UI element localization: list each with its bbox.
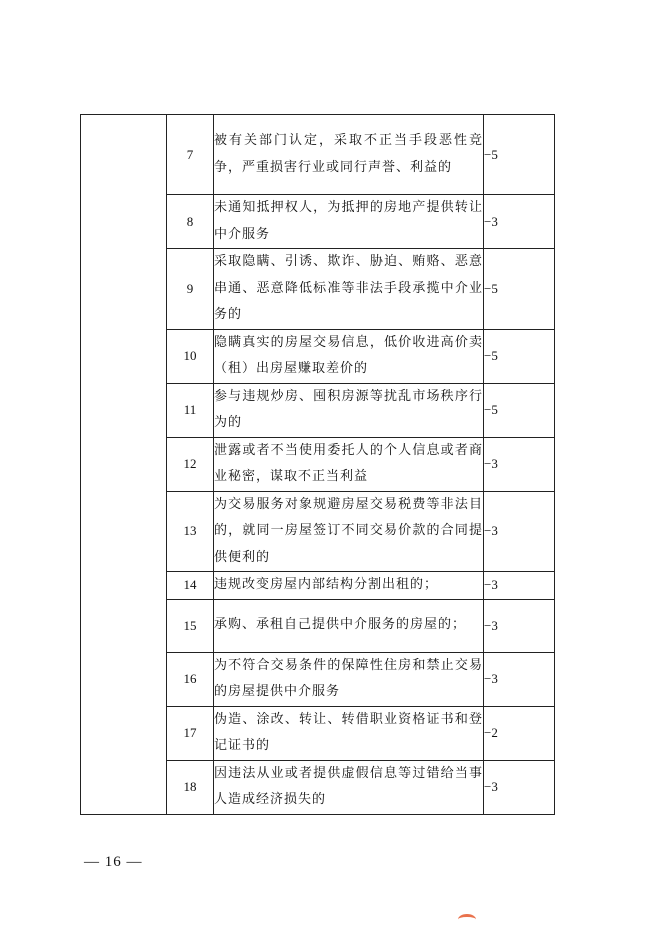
deduction-score: −2	[484, 706, 555, 760]
violation-description: 采取隐瞒、引诱、欺诈、胁迫、贿赂、恶意串通、恶意降低标准等非法手段承揽中介业务的	[214, 249, 484, 330]
deduction-score: −5	[484, 115, 555, 195]
violation-description: 未通知抵押权人，为抵押的房地产提供转让中介服务	[214, 195, 484, 249]
deduction-score: −3	[484, 652, 555, 706]
deduction-score: −3	[484, 437, 555, 491]
row-number: 18	[167, 760, 214, 814]
row-number: 12	[167, 437, 214, 491]
row-number: 16	[167, 652, 214, 706]
violation-description: 泄露或者不当使用委托人的个人信息或者商业秘密，谋取不正当利益	[214, 437, 484, 491]
violation-description: 为不符合交易条件的保障性住房和禁止交易的房屋提供中介服务	[214, 652, 484, 706]
row-number: 17	[167, 706, 214, 760]
violation-description: 参与违规炒房、囤积房源等扰乱市场秩序行为的	[214, 383, 484, 437]
violation-description: 违规改变房屋内部结构分割出租的；	[214, 572, 484, 600]
penalty-table-body	[81, 115, 555, 815]
deduction-score: −3	[484, 195, 555, 249]
deduction-score: −5	[484, 249, 555, 330]
violation-description: 隐瞒真实的房屋交易信息，低价收进高价卖（租）出房屋赚取差价的	[214, 329, 484, 383]
violation-description: 承购、承租自己提供中介服务的房屋的；	[214, 599, 484, 652]
table-row	[81, 115, 555, 195]
deduction-score: −5	[484, 329, 555, 383]
violation-description: 伪造、涂改、转让、转借职业资格证书和登记证书的	[214, 706, 484, 760]
row-number: 7	[167, 115, 214, 195]
red-stamp-fragment	[458, 914, 476, 925]
violation-description: 为交易服务对象规避房屋交易税费等非法目的，就同一房屋签订不同交易价款的合同提供便利的	[214, 491, 484, 572]
row-number: 8	[167, 195, 214, 249]
row-number: 13	[167, 491, 214, 572]
row-number: 14	[167, 572, 214, 600]
row-number: 9	[167, 249, 214, 330]
deduction-score: −3	[484, 491, 555, 572]
deduction-score: −3	[484, 572, 555, 600]
row-number: 15	[167, 599, 214, 652]
deduction-score: −3	[484, 599, 555, 652]
page-number: — 16 —	[84, 854, 143, 870]
deduction-score: −3	[484, 760, 555, 814]
row-number: 11	[167, 383, 214, 437]
category-cell	[81, 115, 167, 815]
violation-description: 被有关部门认定，采取不正当手段恶性竞争，严重损害行业或同行声誉、利益的	[214, 115, 484, 195]
penalty-table	[80, 114, 555, 815]
deduction-score: −5	[484, 383, 555, 437]
violation-description: 因违法从业或者提供虚假信息等过错给当事人造成经济损失的	[214, 760, 484, 814]
row-number: 10	[167, 329, 214, 383]
